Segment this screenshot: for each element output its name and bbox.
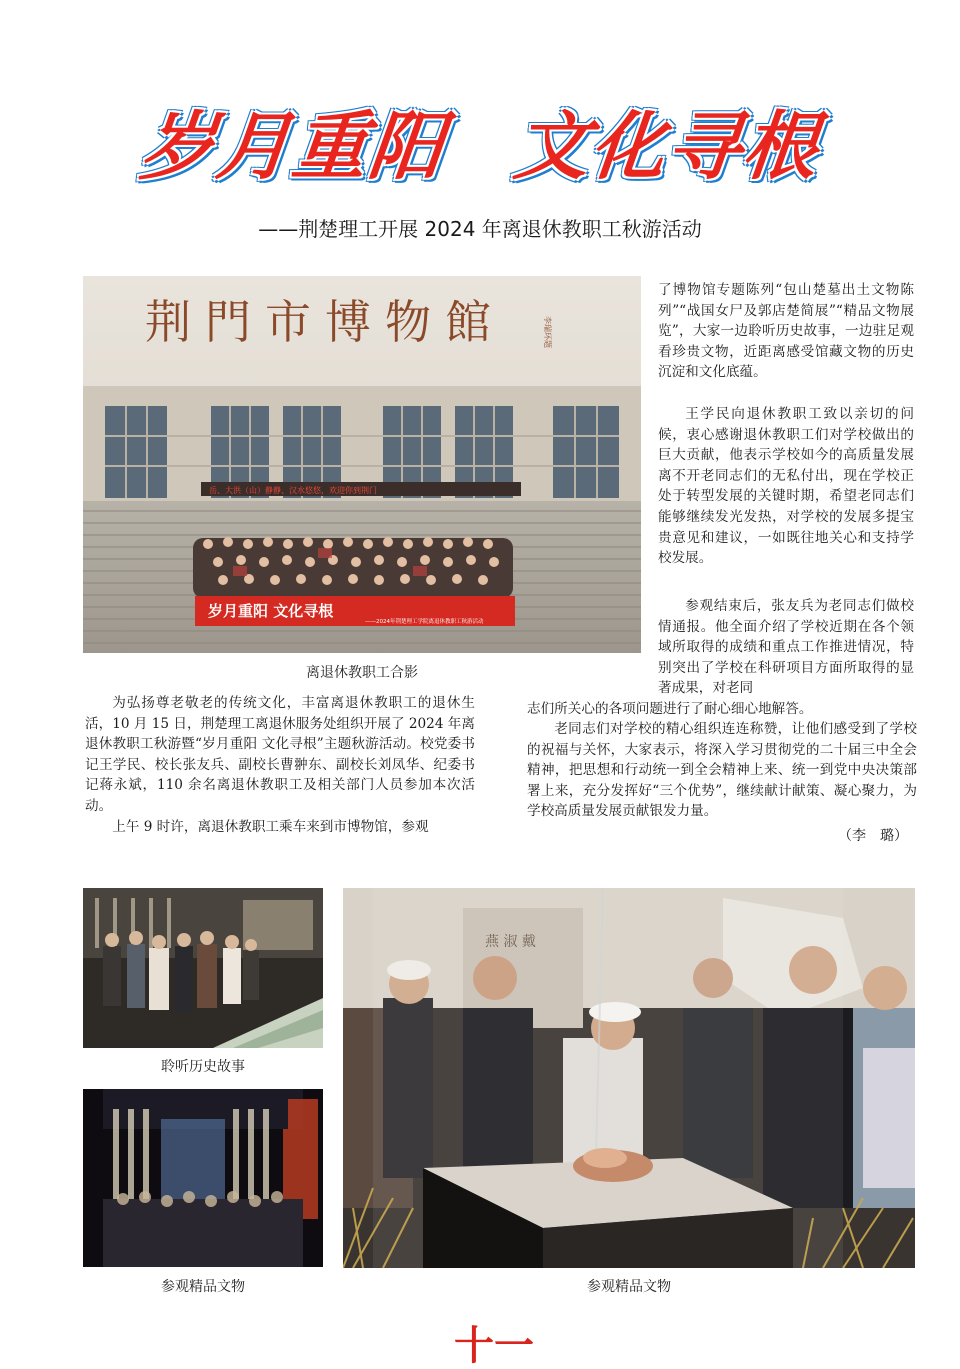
relics-photo-large-caption: 参观精品文物 bbox=[587, 1279, 671, 1295]
title-part-1: 岁月重阳 bbox=[136, 104, 450, 190]
sign-seal: 李瑞环题 bbox=[543, 316, 552, 348]
banner-title: 岁月重阳 文化寻根 bbox=[208, 602, 334, 620]
exhibit-wall-text: 燕 淑 戴 bbox=[485, 934, 536, 950]
paragraph-3: 了博物馆专题陈列“包山楚墓出土文物陈列”“战国女尸及郭店楚简展”“精品文物展览”，大家一边聆听历史故事，一边驻足观看珍贵文物，近距离感受馆藏文物的历史沉淀和文化底蕴。 bbox=[658, 282, 914, 381]
group-photo bbox=[83, 276, 641, 653]
paragraph-6: 老同志们对学校的精心组织连连称赞，让他们感受到了学校的祝福与关怀，大家表示，将深入学习贯彻党的二十届三中全会精神，把思想和行动统一到全会精神上来、统一到党中央决策部署上来，充分发挥好“三个优势”，继续献计献策、凝心聚力，为学校高质量发展贡献银发力量。 bbox=[527, 721, 917, 820]
author-byline: （李 璐） bbox=[838, 828, 908, 844]
page-number: 十一 bbox=[454, 1323, 534, 1369]
page-title bbox=[0, 102, 960, 192]
relics-photo-small-caption: 参观精品文物 bbox=[161, 1279, 245, 1295]
title-part-2: 文化寻根 bbox=[510, 104, 824, 190]
museum-led-screen: 岳、大洪（山）静静、汉水悠悠，欢迎你到荆门 bbox=[209, 486, 377, 495]
history-photo-caption: 聆听历史故事 bbox=[161, 1059, 245, 1075]
paragraph-1: 为弘扬尊老敬老的传统文化，丰富离退休教职工的退休生活，10 月 15 日，荆楚理工离退休服务处组织开展了 2024 年离退休教职工秋游暨“岁月重阳 文化寻根”主题秋游活动。校党委书记王学民、校长张友兵、副校长曹翀东、副校长刘凤华、纪委书记蒋永斌，110 余名离退休教职工及相关部门人员参加本次活动。 bbox=[85, 695, 475, 814]
paragraph-2: 上午 9 时许，离退休教职工乘车来到市博物馆，参观 bbox=[112, 819, 429, 835]
paragraph-4: 王学民向退休教职工致以亲切的问候，衷心感谢退休教职工们对学校做出的巨大贡献，他表示学校如今的高质量发展离不开老同志们的无私付出，现在学校正处于转型发展的关键时期，希望老同志们能够继续发光发热，对学校的发展多提宝贵意见和建议，一如既往地关心和支持学校发展。 bbox=[658, 406, 914, 567]
paragraph-5b: 志们所关心的各项问题进行了耐心细心地解答。 bbox=[527, 701, 813, 717]
relics-photo-small bbox=[83, 1089, 323, 1267]
paragraph-5a: 参观结束后，张友兵为老同志们做校情通报。他全面介绍了学校近期在各个领域所取得的成绩和重点工作推进情况，特别突出了学校在科研项目方面所取得的显著成果，对老同 bbox=[658, 598, 914, 697]
relics-photo-large bbox=[343, 888, 915, 1268]
group-photo-caption: 离退休教职工合影 bbox=[306, 665, 418, 681]
subtitle: ——荆楚理工开展 2024 年离退休教职工秋游活动 bbox=[258, 217, 702, 241]
museum-sign: 荆門市博物館 bbox=[145, 295, 505, 349]
banner-subtitle: ——2024年荆楚理工学院离退休教职工秋游活动 bbox=[365, 619, 484, 625]
history-photo bbox=[83, 888, 323, 1048]
